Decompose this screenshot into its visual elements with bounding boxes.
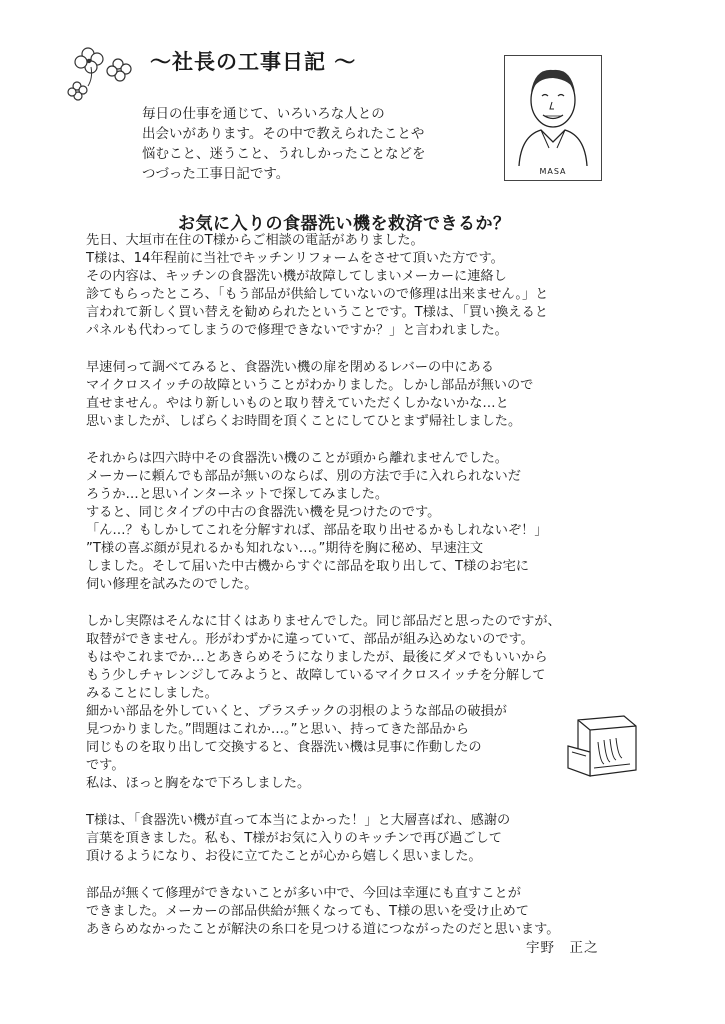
text-line: 診てもらったところ、「もう部品が供給していないので修理は出来ません。」と — [86, 287, 549, 302]
author-signature: 宇野 正之 — [526, 940, 599, 956]
portrait-caption: MASA — [539, 167, 567, 176]
text-line: 直せません。やはり新しいものと取り替えていただくしかないかな…と — [86, 396, 509, 411]
text-line: しかし実際はそんなに甘くはありませんでした。同じ部品だと思ったのですが、 — [86, 614, 561, 629]
text-line: 早速伺って調べてみると、食器洗い機の扉を閉めるレバーの中にある — [86, 360, 494, 375]
text-line: できました。メーカーの部品供給が無くなっても、T様の思いを受け止めて — [86, 904, 529, 919]
text-line: 頂けるようになり、お役に立てたことが心から嬉しく思いました。 — [86, 849, 482, 864]
paragraph — [86, 450, 686, 594]
text-line: 取替ができません。形がわずかに違っていて、部品が組み込めないのです。 — [86, 632, 534, 647]
text-line: あきらめなかったことが解決の糸口を見つける道につながったのだと思います。 — [86, 922, 560, 937]
text-line: 先日、大垣市在住のT様からご相談の電話がありました。 — [86, 233, 424, 248]
intro-line: つづった工事日記です。 — [142, 166, 290, 182]
text-line: その内容は、キッチンの食器洗い機が故障してしまいメーカーに連絡し — [86, 269, 507, 284]
text-line: 言われて新しく買い替えを勧められたということです。T様は、「買い換えると — [86, 305, 548, 320]
text-line: もはやこれまでか…とあきらめそうになりましたが、最後にダメでもいいから — [86, 650, 548, 665]
text-line: 見つかりました。”問題はこれか…。”と思い、持ってきた部品から — [86, 722, 469, 737]
text-line: しました。そして届いた中古機からすぐに部品を取り出して、T様のお宅に — [86, 559, 529, 574]
intro-line: 毎日の仕事を通じて、いろいろな人との — [142, 106, 385, 122]
paragraph — [86, 812, 686, 866]
text-line: 同じものを取り出して交換すると、食器洗い機は見事に作動したの — [86, 740, 482, 755]
clover-icon — [66, 42, 146, 102]
page-title: ～社長の工事日記 ～ — [150, 50, 357, 74]
paragraph — [86, 359, 686, 431]
text-line: T様は、「食器洗い機が直って本当によかった！」と大層喜ばれ、感謝の — [86, 813, 511, 828]
text-line: T様は、14年程前に当社でキッチンリフォームをさせて頂いた方です。 — [86, 251, 504, 266]
text-line: それからは四六時中その食器洗い機のことが頭から離れませんでした。 — [86, 451, 508, 466]
text-line: すると、同じタイプの中古の食器洗い機を見つけたのです。 — [86, 505, 441, 520]
intro-line: 出会いがあります。その中で教えられたことや — [142, 126, 425, 142]
text-line: 伺い修理を試みたのでした。 — [86, 577, 258, 592]
text-line: 私は、ほっと胸をなで下ろしました。 — [86, 776, 311, 791]
text-line: マイクロスイッチの故障ということがわかりました。しかし部品が無いので — [86, 378, 534, 393]
article-title: お気に入りの食器洗い機を救済できるか？ — [178, 214, 511, 234]
text-line: みることにしました。 — [86, 686, 218, 701]
text-line: 思いましたが、しばらくお時間を頂くことにしてひとまず帰社しました。 — [86, 414, 522, 429]
text-line: ”T様の喜ぶ顔が見れるかも知れない…。”期待を胸に秘め、早速注文 — [86, 541, 484, 556]
intro-line: 悩むこと、迷うこと、うれしかったことなどを — [142, 146, 426, 162]
text-line: 言葉を頂きました。私も、T様がお気に入りのキッチンで再び過ごして — [86, 831, 502, 846]
article-body — [86, 232, 686, 958]
text-line: 部品が無くて修理ができないことが多い中で、今回は幸運にも直すことが — [86, 886, 521, 901]
paragraph — [86, 232, 686, 340]
text-line: メーカーに頼んでも部品が無いのならば、別の方法で手に入れられないだ — [86, 469, 521, 484]
portrait-drawing-icon — [505, 56, 601, 166]
text-line: 「ん…？もしかしてこれを分解すれば、部品を取り出せるかもしれないぞ！」 — [86, 523, 548, 538]
dishwasher-icon — [564, 712, 640, 782]
text-line: 細かい部品を外していくと、プラスチックの羽根のような部品の破損が — [86, 704, 507, 719]
text-line: もう少しチャレンジしてみようと、故障しているマイクロスイッチを分解して — [86, 668, 546, 683]
intro-text — [142, 104, 472, 184]
text-line: ろうか…と思いインターネットで探してみました。 — [86, 487, 389, 502]
text-line: パネルも代わってしまうので修理できないですか？」と言われました。 — [86, 323, 508, 338]
text-line: です。 — [86, 758, 125, 773]
author-portrait — [504, 55, 602, 181]
paragraph — [86, 885, 686, 939]
